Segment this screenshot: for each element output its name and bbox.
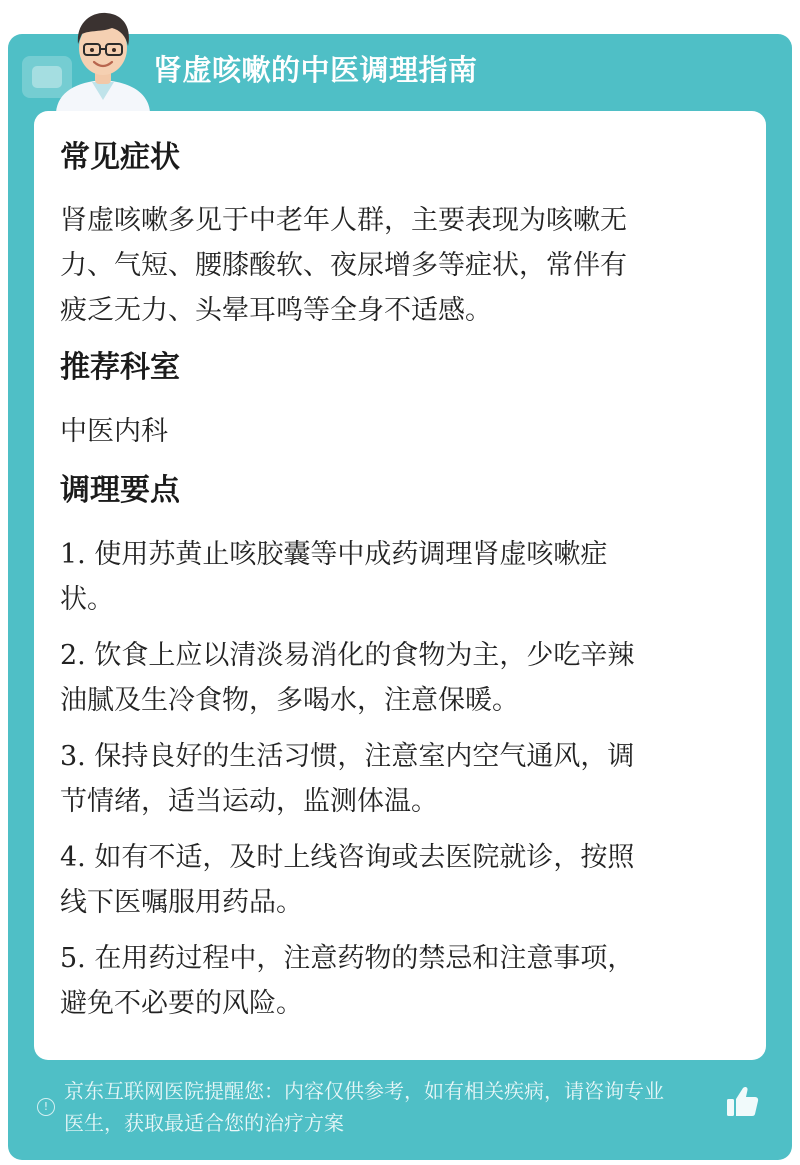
- symptoms-text: [60, 198, 730, 333]
- care-item-number: 2.: [60, 640, 86, 671]
- care-item-text: 在用药过程中，注意药物的禁忌和注意事项，: [94, 943, 635, 974]
- care-item-text: 避免不必要的风险。: [60, 988, 303, 1019]
- department-value: 中医内科: [60, 416, 168, 447]
- symptoms-line: 肾虚咳嗽多见于中老年人群，主要表现为咳嗽无: [60, 205, 627, 236]
- doctor-avatar: [48, 4, 158, 112]
- symptoms-line: 力、气短、腰膝酸软、夜尿增多等症状，常伴有: [60, 250, 627, 281]
- section-title-department: 推荐科室: [60, 350, 180, 385]
- section-title-symptoms: 常见症状: [60, 140, 180, 175]
- disclaimer-line: 医生，获取最适合您的治疗方案: [64, 1111, 344, 1135]
- care-item-text: 状。: [60, 584, 114, 615]
- page-title: 肾虚咳嗽的中医调理指南: [153, 53, 478, 87]
- care-item-text: 使用苏黄止咳胶囊等中成药调理肾虚咳嗽症: [94, 539, 608, 570]
- disclaimer-text: [64, 1075, 728, 1139]
- care-item: [60, 835, 730, 925]
- care-item-text: 如有不适，及时上线咨询或去医院就诊，按照: [94, 842, 635, 873]
- care-item: [60, 734, 730, 824]
- care-item-text: 线下医嘱服用药品。: [60, 887, 303, 918]
- care-item-number: 3.: [60, 741, 86, 772]
- disclaimer-line: 京东互联网医院提醒您：内容仅供参考，如有相关疾病，请咨询专业: [64, 1079, 664, 1103]
- thumbs-up-icon[interactable]: [724, 1084, 760, 1120]
- care-item-text: 油腻及生冷食物，多喝水，注意保暖。: [60, 685, 519, 716]
- section-title-care: 调理要点: [60, 473, 180, 508]
- care-item-number: 1.: [60, 539, 86, 570]
- care-item-number: 5.: [60, 943, 86, 974]
- care-item-text: 保持良好的生活习惯，注意室内空气通风，调: [94, 741, 635, 772]
- care-item-text: 节情绪，适当运动，监测体温。: [60, 786, 438, 817]
- info-icon: !: [37, 1098, 55, 1116]
- care-item: [60, 633, 730, 723]
- care-item: [60, 936, 730, 1026]
- symptoms-line: 疲乏无力、头晕耳鸣等全身不适感。: [60, 295, 492, 326]
- care-item: [60, 532, 730, 622]
- care-item-number: 4.: [60, 842, 86, 873]
- care-item-text: 饮食上应以清淡易消化的食物为主，少吃辛辣: [94, 640, 635, 671]
